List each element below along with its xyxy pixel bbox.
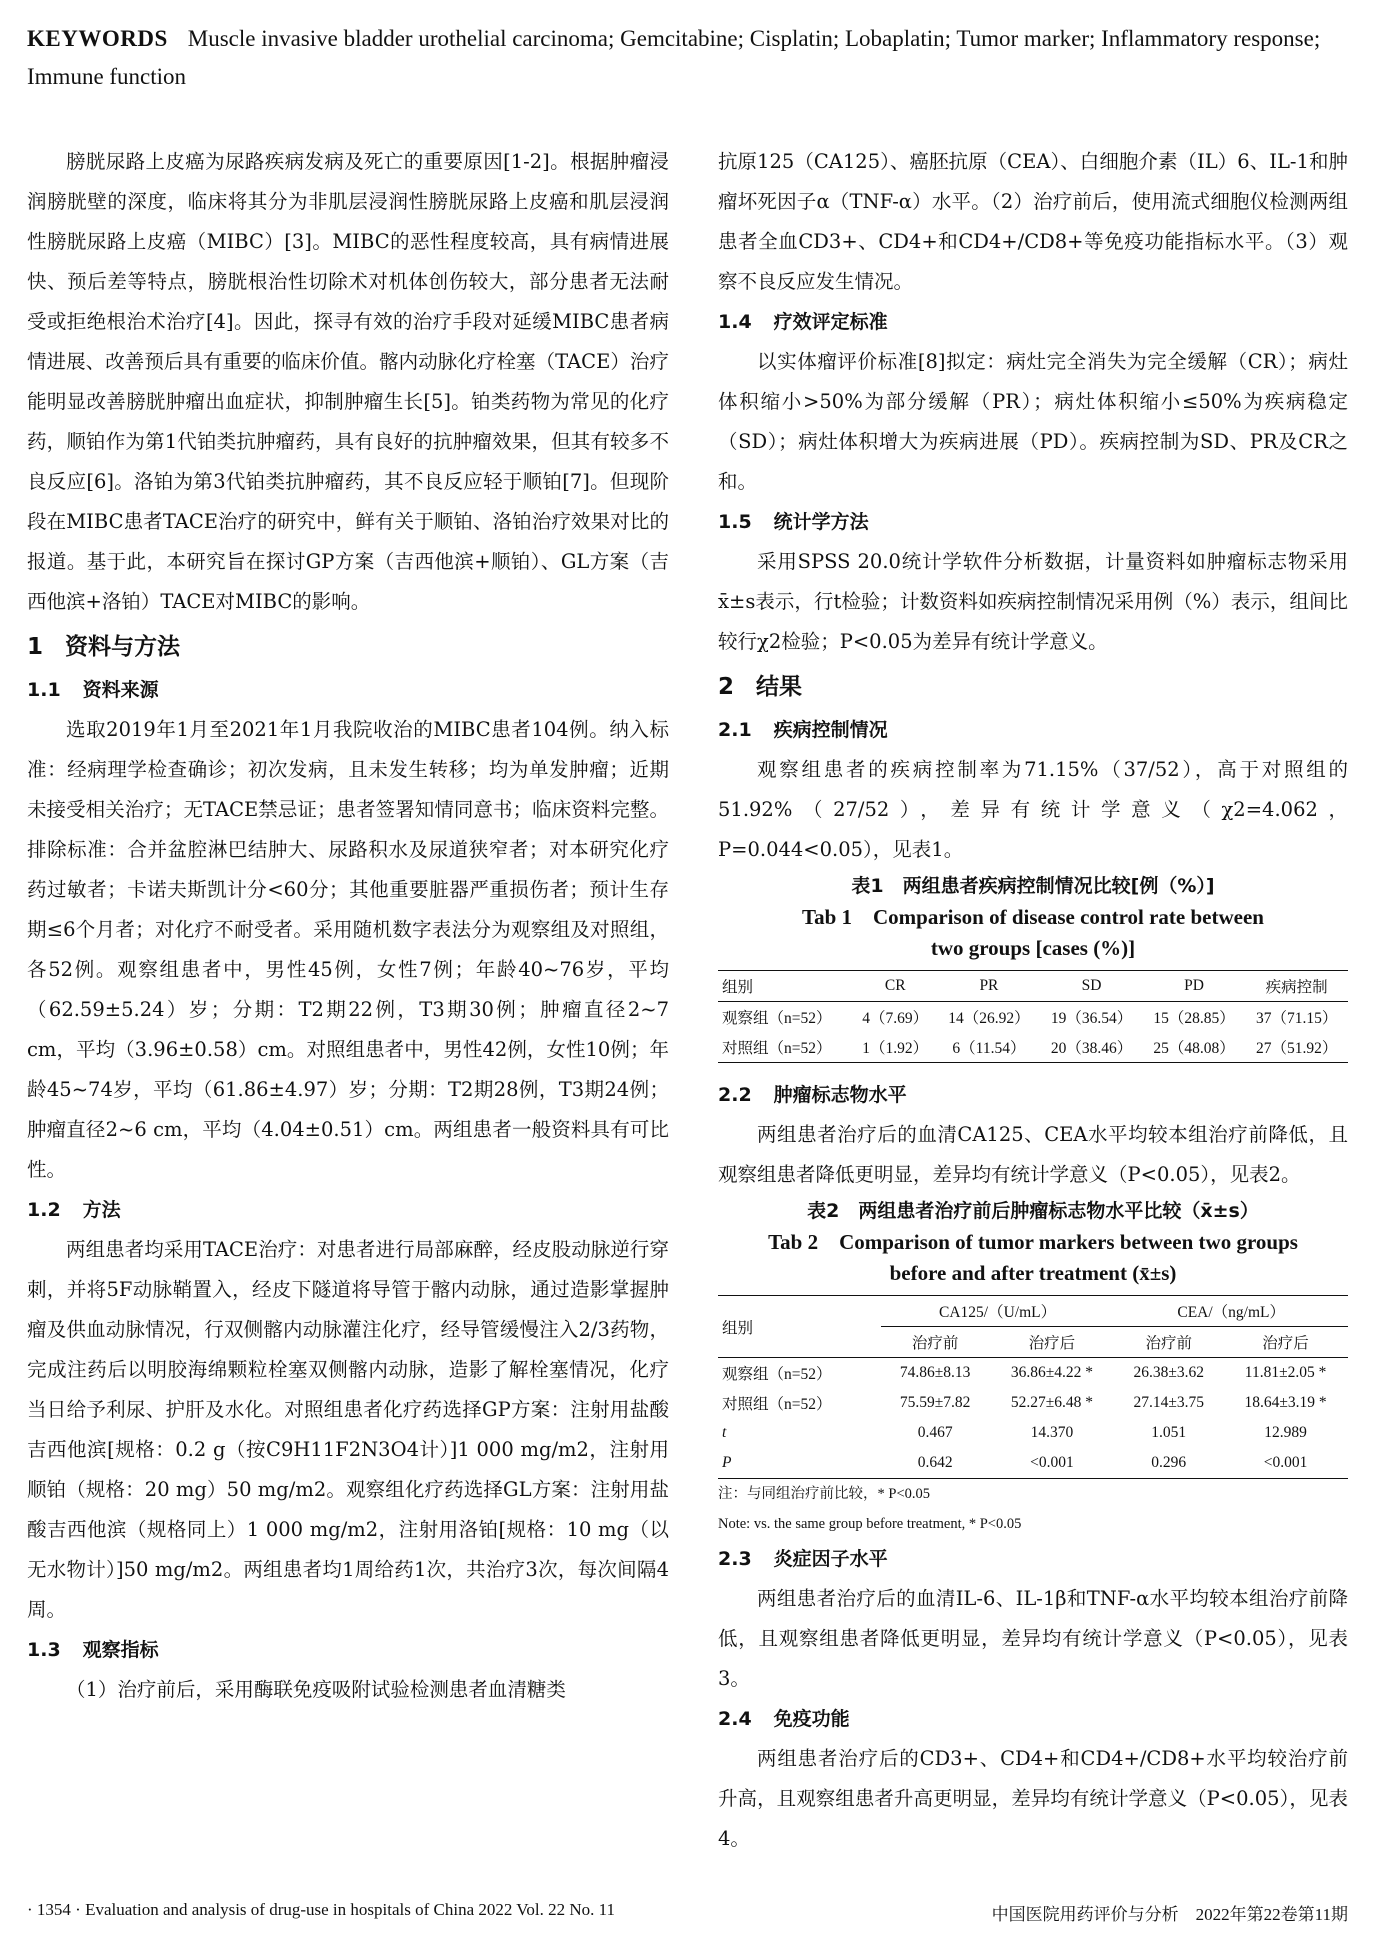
table-2-title-en-1: Tab 2 Comparison of tumor markers between two groups <box>768 1230 1298 1254</box>
footer-right: 中国医院用药评价与分析 2022年第22卷第11期 <box>991 1905 1348 1924</box>
table-row <box>718 1358 1348 1389</box>
table-cell: 观察组（n=52） <box>722 1366 832 1383</box>
table-1-header-cell: SD <box>1040 971 1143 1002</box>
table-1-header-cell: 组别 <box>718 971 853 1002</box>
table-2-title-cn: 表2 两组患者治疗前后肿瘤标志物水平比较（x̄±s） <box>807 1200 1259 1222</box>
section-1-5-heading: 1.5 统计学方法 <box>718 511 869 533</box>
table-cell: 0.296 <box>1151 1454 1187 1471</box>
section-1-4-text: 以实体瘤评价标准[8]拟定：病灶完全消失为完全缓解（CR）；病灶体积缩小>50%为部分缓解（PR）；病灶体积缩小≤50%为疾病稳定（SD）；病灶体积增大为疾病进展（PD）。疾病控制为SD、PR及CR之和。 <box>718 350 1348 493</box>
table-cell: 36.86±4.22 * <box>1010 1364 1093 1381</box>
section-1-2-heading: 1.2 方法 <box>27 1199 121 1221</box>
section-2-2-text: 两组患者治疗后的血清CA125、CEA水平均较本组治疗前降低，且观察组患者降低更明显，差异均有统计学意义（P<0.05），见表2。 <box>718 1123 1348 1186</box>
table-cell: 18.64±3.19 * <box>1244 1394 1327 1411</box>
table-cell: 75.59±7.82 <box>899 1394 971 1411</box>
section-1-3-continued: 抗原125（CA125）、癌胚抗原（CEA）、白细胞介素（IL）6、IL-1和肿瘤坏死因子α（TNF-α）水平。（2）治疗前后，使用流式细胞仪检测两组患者全血CD3+、CD4+和CD4+/CD8+等免疫功能指标水平。（3）观察不良反应发生情况。 <box>718 150 1348 293</box>
section-2-1-heading: 2.1 疾病控制情况 <box>718 719 888 741</box>
section-2-4-heading: 2.4 免疫功能 <box>718 1708 850 1730</box>
table-2-header-cell: 治疗前 <box>1114 1327 1223 1358</box>
table-cell: 15（28.85） <box>1153 1010 1235 1027</box>
section-1-1-heading: 1.1 资料来源 <box>27 679 159 701</box>
table-cell: P <box>722 1454 732 1471</box>
table-2-header-row <box>718 1296 1348 1327</box>
section-2-4-text: 两组患者治疗后的CD3+、CD4+和CD4+/CD8+水平均较治疗前升高，且观察组患者升高更明显，差异均有统计学意义（P<0.05），见表4。 <box>718 1747 1348 1850</box>
table-cell: 14（26.92） <box>948 1010 1030 1027</box>
table-1-title-en-2: two groups [cases (%)] <box>930 936 1136 960</box>
table-cell: 20（38.46） <box>1050 1040 1133 1057</box>
section-1-1-text: 选取2019年1月至2021年1月我院收治的MIBC患者104例。纳入标准：经病理学检查确诊；初次发病，且未发生转移；均为单发肿瘤；近期未接受相关治疗；无TACE禁忌证；患者签署知情同意书；临床资料完整。排除标准：合并盆腔淋巴结肿大、尿路积水及尿道狭窄者；对本研究化疗药过敏者；卡诺夫斯凯计分<60分；其他重要脏器严重损伤者；预计生存期≤6个月者；对化疗不耐受者。采用随机数字表法分为观察组及对照组，各52例。观察组患者中，男性45例，女性7例；年龄40~76岁，平均（62.59±5.24）岁；分期：T2期22例，T3期30例；肿瘤直径2~7 cm，平均（3.96±0.58）cm。对照组患者中，男性42例，女性10例；年龄45~74岁，平均（61.86±4.97）岁；分期：T2期28例，T3期24例；肿瘤直径2~6 cm，平均（4.04±0.51）cm。两组患者一般资料具有可比性。 <box>27 718 669 1181</box>
table-cell: 11.81±2.05 * <box>1244 1364 1327 1381</box>
table-cell: <0.001 <box>1030 1454 1074 1471</box>
right-column <box>718 142 1348 1859</box>
table-cell: 27.14±3.75 <box>1133 1394 1204 1411</box>
section-2-1-text: 观察组患者的疾病控制率为71.15%（37/52），高于对照组的51.92%（27/52），差异有统计学意义（χ2=4.062，P=0.044<0.05），见表1。 <box>718 758 1348 861</box>
table-2-note-cn: 注：与同组治疗前比较，* P<0.05 <box>718 1486 930 1502</box>
table-2-header-cell: CEA/（ng/mL） <box>1114 1296 1348 1327</box>
footer-left: · 1354 · Evaluation and analysis of drug-use in hospitals of China 2022 Vol. 22 No. 11 <box>27 1900 616 1919</box>
table-1-header-cell: PR <box>938 971 1041 1002</box>
keywords-label: KEYWORDS <box>27 26 168 51</box>
table-cell: 25（48.08） <box>1153 1040 1235 1057</box>
table-cell: 观察组（n=52） <box>722 1010 832 1027</box>
table-cell: 74.86±8.13 <box>899 1364 971 1381</box>
table-row <box>718 1448 1348 1479</box>
table-cell: <0.001 <box>1263 1454 1308 1471</box>
left-column <box>27 142 669 1710</box>
table-cell: 1（1.92） <box>862 1040 929 1057</box>
table-cell: 27（51.92） <box>1255 1040 1338 1057</box>
table-row <box>718 1002 1348 1033</box>
table-cell: 26.38±3.62 <box>1133 1364 1204 1381</box>
table-2 <box>718 1295 1348 1479</box>
section-1-4-heading: 1.4 疗效评定标准 <box>718 311 888 333</box>
section-1-2-text: 两组患者均采用TACE治疗：对患者进行局部麻醉，经皮股动脉逆行穿刺，并将5F动脉鞘置入，经皮下隧道将导管于髂内动脉，通过造影掌握肿瘤及供血动脉情况，行双侧髂内动脉灌注化疗，经导管缓慢注入2/3药物，完成注药后以明胶海绵颗粒栓塞双侧髂内动脉，造影了解栓塞情况，化疗当日给予利尿、护肝及水化。对照组患者化疗药选择GP方案：注射用盐酸吉西他滨[规格：0.2 g（按C9H11F2N3O4计）]1 000 mg/m2，注射用顺铂（规格：20 mg）50 mg/m2。观察组化疗药选择GL方案：注射用盐酸吉西他滨（规格同上）1 000 mg/m2，注射用洛铂[规格：10 mg（以无水物计）]50 mg/m2。两组患者均1周给药1次，共治疗3次，每次间隔4周。 <box>27 1238 669 1621</box>
table-cell: 52.27±6.48 * <box>1010 1394 1093 1411</box>
table-cell: 6（11.54） <box>952 1040 1026 1057</box>
table-row <box>718 1418 1348 1448</box>
table-1-header-cell: PD <box>1143 971 1246 1002</box>
section-2-heading: 2 结果 <box>718 674 803 700</box>
table-1-title-en-1: Tab 1 Comparison of disease control rate between <box>802 905 1264 929</box>
table-cell: t <box>722 1424 727 1441</box>
table-cell: 37（71.15） <box>1255 1010 1338 1027</box>
table-cell: 14.370 <box>1030 1424 1074 1441</box>
section-2-2-heading: 2.2 肿瘤标志物水平 <box>718 1084 907 1106</box>
table-cell: 对照组（n=52） <box>722 1396 832 1413</box>
table-cell: 19（36.54） <box>1050 1010 1133 1027</box>
section-1-5-text: 采用SPSS 20.0统计学软件分析数据，计量资料如肿瘤标志物采用x̄±s表示，行t检验；计数资料如疾病控制情况采用例（%）表示，组间比较行χ2检验；P<0.05为差异有统计学意义。 <box>718 550 1348 653</box>
table-1 <box>718 970 1348 1063</box>
table-1-title-cn: 表1 两组患者疾病控制情况比较[例（%）] <box>851 875 1215 897</box>
section-1-3-heading: 1.3 观察指标 <box>27 1639 159 1661</box>
table-cell: 0.467 <box>917 1424 953 1441</box>
table-2-header-cell: 治疗后 <box>990 1327 1115 1358</box>
keywords-text: Muscle invasive bladder urothelial carcinoma; Gemcitabine; Cisplatin; Lobaplatin; Tumor marker; Inflammatory response; Immune function <box>27 26 1321 89</box>
table-2-header-cell: 组别 <box>718 1296 881 1358</box>
table-cell: 1.051 <box>1151 1424 1187 1441</box>
section-1-3-text: （1）治疗前后，采用酶联免疫吸附试验检测患者血清糖类 <box>66 1678 566 1701</box>
table-1-header-cell: 疾病控制 <box>1245 971 1348 1002</box>
table-cell: 4（7.69） <box>862 1010 929 1027</box>
table-cell: 0.642 <box>917 1454 953 1471</box>
section-2-3-heading: 2.3 炎症因子水平 <box>718 1548 888 1570</box>
table-1-header-row <box>718 971 1348 1002</box>
table-2-header-cell: 治疗后 <box>1223 1327 1348 1358</box>
table-2-header-cell: 治疗前 <box>881 1327 990 1358</box>
table-cell: 12.989 <box>1264 1424 1307 1441</box>
section-1-heading: 1 资料与方法 <box>27 634 181 660</box>
section-2-3-text: 两组患者治疗后的血清IL-6、IL-1β和TNF-α水平均较本组治疗前降低，且观察组患者降低更明显，差异均有统计学意义（P<0.05），见表3。 <box>718 1587 1348 1690</box>
intro-paragraph: 膀胱尿路上皮癌为尿路疾病发病及死亡的重要原因[1-2]。根据肿瘤浸润膀胱壁的深度，临床将其分为非肌层浸润性膀胱尿路上皮癌和肌层浸润性膀胱尿路上皮癌（MIBC）[3]。MIBC的恶性程度较高，具有病情进展快、预后差等特点，膀胱根治性切除术对机体创伤较大，部分患者无法耐受或拒绝根治术治疗[4]。因此，探寻有效的治疗手段对延缓MIBC患者病情进展、改善预后具有重要的临床价值。髂内动脉化疗栓塞（TACE）治疗能明显改善膀胱肿瘤出血症状，抑制肿瘤生长[5]。铂类药物为常见的化疗药，顺铂作为第1代铂类抗肿瘤药，具有良好的抗肿瘤效果，但其有较多不良反应[6]。洛铂为第3代铂类抗肿瘤药，其不良反应轻于顺铂[7]。但现阶段在MIBC患者TACE治疗的研究中，鲜有关于顺铂、洛铂治疗效果对比的报道。基于此，本研究旨在探讨GP方案（吉西他滨+顺铂）、GL方案（吉西他滨+洛铂）TACE对MIBC的影响。 <box>27 150 669 613</box>
table-2-title-en-2: before and after treatment (x̄±s) <box>889 1261 1177 1285</box>
table-row <box>718 1388 1348 1418</box>
table-2-note-en: Note: vs. the same group before treatment, * P<0.05 <box>718 1516 1022 1532</box>
keywords <box>27 20 1347 96</box>
table-cell: 对照组（n=52） <box>722 1040 832 1057</box>
table-2-header-cell: CA125/（U/mL） <box>881 1296 1115 1327</box>
table-row <box>718 1032 1348 1063</box>
table-1-header-cell: CR <box>853 971 938 1002</box>
